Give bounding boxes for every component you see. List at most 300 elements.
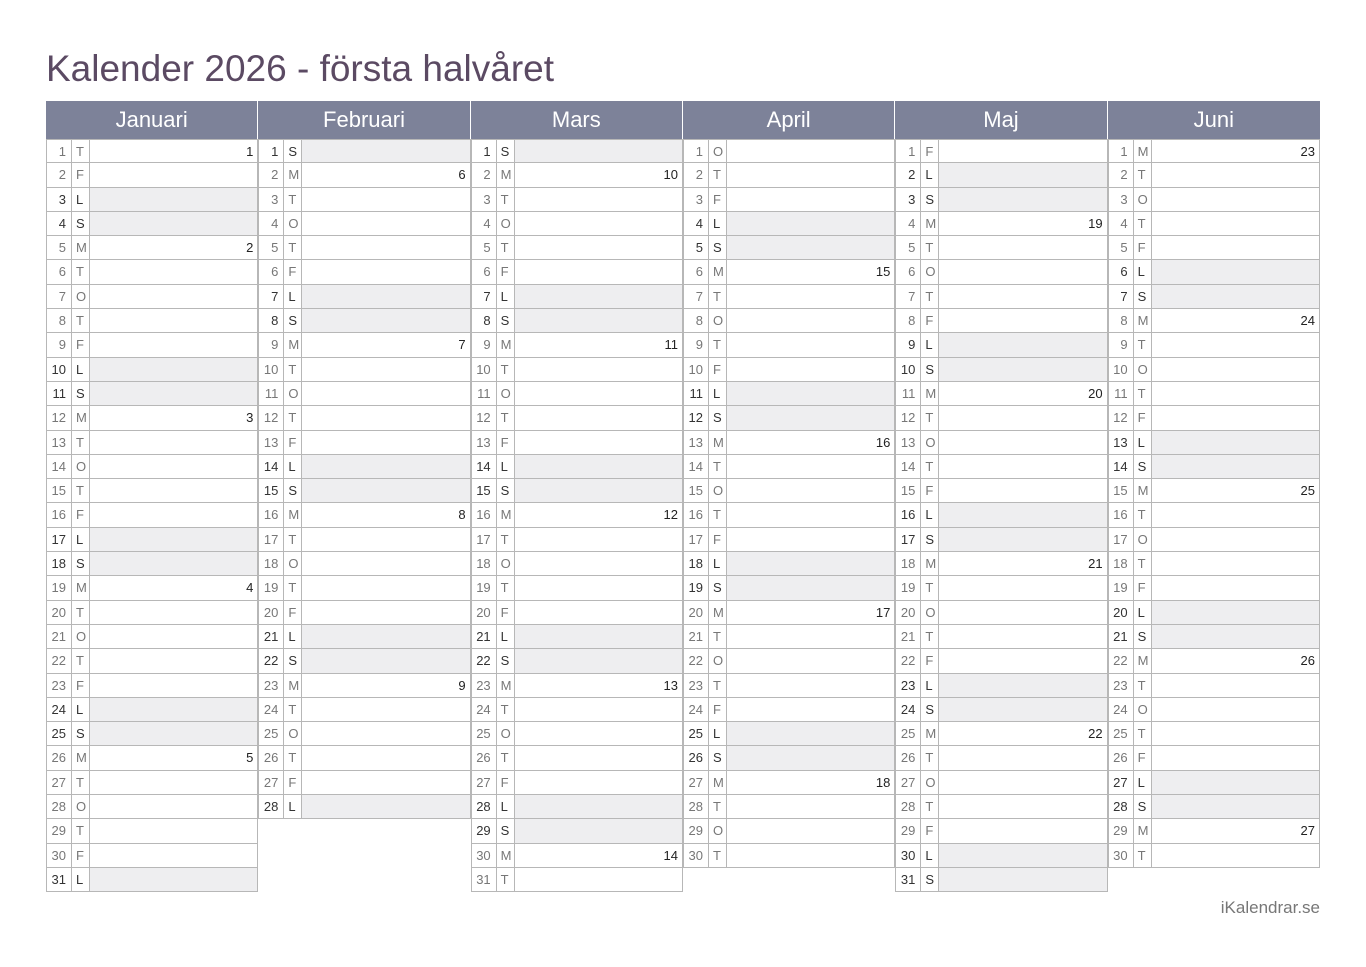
day-note-cell[interactable] xyxy=(515,358,682,381)
day-row[interactable] xyxy=(258,455,470,479)
day-row[interactable] xyxy=(1108,552,1320,576)
day-row[interactable] xyxy=(895,455,1107,479)
day-note-cell[interactable] xyxy=(1152,163,1319,186)
day-row[interactable] xyxy=(895,309,1107,333)
day-note-cell[interactable] xyxy=(302,212,469,235)
day-row[interactable] xyxy=(46,382,258,406)
day-note-cell[interactable] xyxy=(939,285,1106,308)
day-row[interactable] xyxy=(895,333,1107,357)
day-note-cell[interactable] xyxy=(515,333,682,356)
day-row[interactable] xyxy=(895,552,1107,576)
day-note-cell[interactable] xyxy=(727,163,894,186)
day-row[interactable] xyxy=(895,674,1107,698)
day-note-cell[interactable] xyxy=(1152,698,1319,721)
day-note-cell[interactable] xyxy=(1152,212,1319,235)
day-row[interactable] xyxy=(683,552,895,576)
day-note-cell[interactable] xyxy=(727,722,894,745)
day-note-cell[interactable] xyxy=(1152,844,1319,867)
day-note-cell[interactable] xyxy=(727,309,894,332)
day-note-cell[interactable] xyxy=(90,455,257,478)
day-note-cell[interactable] xyxy=(939,140,1106,162)
day-row[interactable] xyxy=(1108,649,1320,673)
day-note-cell[interactable] xyxy=(515,552,682,575)
day-row[interactable] xyxy=(683,601,895,625)
day-note-cell[interactable] xyxy=(302,576,469,599)
day-note-cell[interactable] xyxy=(1152,431,1319,454)
day-row[interactable] xyxy=(46,503,258,527)
day-note-cell[interactable] xyxy=(1152,625,1319,648)
day-row[interactable] xyxy=(1108,576,1320,600)
day-row[interactable] xyxy=(258,382,470,406)
day-note-cell[interactable] xyxy=(302,528,469,551)
day-note-cell[interactable] xyxy=(727,552,894,575)
day-note-cell[interactable] xyxy=(939,844,1106,867)
day-row[interactable] xyxy=(471,431,683,455)
day-row[interactable] xyxy=(258,746,470,770)
day-note-cell[interactable] xyxy=(302,285,469,308)
day-note-cell[interactable] xyxy=(939,163,1106,186)
day-note-cell[interactable] xyxy=(1152,260,1319,283)
day-note-cell[interactable] xyxy=(939,479,1106,502)
day-note-cell[interactable] xyxy=(939,649,1106,672)
day-row[interactable] xyxy=(1108,309,1320,333)
day-note-cell[interactable] xyxy=(515,431,682,454)
day-note-cell[interactable] xyxy=(939,503,1106,526)
day-note-cell[interactable] xyxy=(939,528,1106,551)
day-note-cell[interactable] xyxy=(1152,333,1319,356)
day-row[interactable] xyxy=(46,746,258,770)
day-row[interactable] xyxy=(471,212,683,236)
day-row[interactable] xyxy=(46,309,258,333)
day-row[interactable] xyxy=(895,771,1107,795)
day-note-cell[interactable] xyxy=(90,576,257,599)
day-row[interactable] xyxy=(1108,139,1320,163)
day-row[interactable] xyxy=(683,698,895,722)
day-note-cell[interactable] xyxy=(515,625,682,648)
day-note-cell[interactable] xyxy=(302,431,469,454)
day-note-cell[interactable] xyxy=(727,576,894,599)
day-note-cell[interactable] xyxy=(302,552,469,575)
day-row[interactable] xyxy=(258,649,470,673)
day-row[interactable] xyxy=(895,188,1107,212)
day-row[interactable] xyxy=(1108,406,1320,430)
day-row[interactable] xyxy=(895,795,1107,819)
day-row[interactable] xyxy=(1108,163,1320,187)
day-row[interactable] xyxy=(1108,528,1320,552)
day-row[interactable] xyxy=(258,431,470,455)
day-row[interactable] xyxy=(46,576,258,600)
day-note-cell[interactable] xyxy=(727,455,894,478)
day-row[interactable] xyxy=(258,795,470,819)
day-row[interactable] xyxy=(683,382,895,406)
day-row[interactable] xyxy=(471,649,683,673)
day-note-cell[interactable] xyxy=(727,479,894,502)
day-row[interactable] xyxy=(471,479,683,503)
day-note-cell[interactable] xyxy=(90,625,257,648)
day-row[interactable] xyxy=(46,649,258,673)
day-note-cell[interactable] xyxy=(90,406,257,429)
day-note-cell[interactable] xyxy=(1152,771,1319,794)
day-note-cell[interactable] xyxy=(939,868,1106,891)
day-row[interactable] xyxy=(46,844,258,868)
day-row[interactable] xyxy=(258,698,470,722)
day-row[interactable] xyxy=(1108,236,1320,260)
day-note-cell[interactable] xyxy=(939,431,1106,454)
day-note-cell[interactable] xyxy=(90,844,257,867)
day-note-cell[interactable] xyxy=(302,188,469,211)
day-note-cell[interactable] xyxy=(90,552,257,575)
day-row[interactable] xyxy=(471,139,683,163)
day-row[interactable] xyxy=(471,698,683,722)
day-note-cell[interactable] xyxy=(1152,722,1319,745)
day-note-cell[interactable] xyxy=(90,868,257,891)
day-note-cell[interactable] xyxy=(515,140,682,162)
day-row[interactable] xyxy=(258,479,470,503)
day-row[interactable] xyxy=(895,601,1107,625)
day-row[interactable] xyxy=(895,163,1107,187)
day-row[interactable] xyxy=(258,674,470,698)
day-row[interactable] xyxy=(46,406,258,430)
day-row[interactable] xyxy=(1108,455,1320,479)
day-note-cell[interactable] xyxy=(90,140,257,162)
day-note-cell[interactable] xyxy=(515,212,682,235)
day-note-cell[interactable] xyxy=(515,649,682,672)
day-row[interactable] xyxy=(258,406,470,430)
day-row[interactable] xyxy=(683,479,895,503)
day-note-cell[interactable] xyxy=(90,746,257,769)
day-row[interactable] xyxy=(471,163,683,187)
day-row[interactable] xyxy=(895,528,1107,552)
day-row[interactable] xyxy=(1108,844,1320,868)
day-note-cell[interactable] xyxy=(90,431,257,454)
day-note-cell[interactable] xyxy=(1152,552,1319,575)
day-note-cell[interactable] xyxy=(939,771,1106,794)
day-row[interactable] xyxy=(46,795,258,819)
day-row[interactable] xyxy=(1108,212,1320,236)
day-row[interactable] xyxy=(258,309,470,333)
day-row[interactable] xyxy=(46,431,258,455)
day-row[interactable] xyxy=(258,528,470,552)
day-note-cell[interactable] xyxy=(302,674,469,697)
day-row[interactable] xyxy=(471,552,683,576)
day-note-cell[interactable] xyxy=(1152,795,1319,818)
day-note-cell[interactable] xyxy=(515,163,682,186)
day-note-cell[interactable] xyxy=(727,358,894,381)
day-row[interactable] xyxy=(258,188,470,212)
day-note-cell[interactable] xyxy=(90,795,257,818)
day-row[interactable] xyxy=(683,674,895,698)
day-note-cell[interactable] xyxy=(90,163,257,186)
day-row[interactable] xyxy=(46,771,258,795)
day-row[interactable] xyxy=(1108,722,1320,746)
day-note-cell[interactable] xyxy=(939,212,1106,235)
day-note-cell[interactable] xyxy=(515,188,682,211)
day-note-cell[interactable] xyxy=(515,844,682,867)
day-note-cell[interactable] xyxy=(515,382,682,405)
day-row[interactable] xyxy=(1108,601,1320,625)
day-row[interactable] xyxy=(683,236,895,260)
day-note-cell[interactable] xyxy=(727,746,894,769)
day-note-cell[interactable] xyxy=(727,333,894,356)
day-row[interactable] xyxy=(1108,503,1320,527)
day-row[interactable] xyxy=(258,358,470,382)
day-note-cell[interactable] xyxy=(515,260,682,283)
day-row[interactable] xyxy=(471,844,683,868)
day-note-cell[interactable] xyxy=(1152,188,1319,211)
day-row[interactable] xyxy=(683,358,895,382)
day-note-cell[interactable] xyxy=(90,601,257,624)
day-row[interactable] xyxy=(895,503,1107,527)
day-note-cell[interactable] xyxy=(727,285,894,308)
day-row[interactable] xyxy=(471,455,683,479)
day-note-cell[interactable] xyxy=(515,236,682,259)
day-row[interactable] xyxy=(683,771,895,795)
day-row[interactable] xyxy=(471,528,683,552)
day-row[interactable] xyxy=(895,406,1107,430)
day-note-cell[interactable] xyxy=(90,649,257,672)
day-row[interactable] xyxy=(471,771,683,795)
day-row[interactable] xyxy=(258,163,470,187)
day-row[interactable] xyxy=(46,601,258,625)
day-row[interactable] xyxy=(1108,358,1320,382)
day-note-cell[interactable] xyxy=(515,771,682,794)
day-note-cell[interactable] xyxy=(515,674,682,697)
day-row[interactable] xyxy=(895,358,1107,382)
day-note-cell[interactable] xyxy=(90,333,257,356)
day-row[interactable] xyxy=(683,649,895,673)
day-row[interactable] xyxy=(683,188,895,212)
day-row[interactable] xyxy=(471,601,683,625)
day-row[interactable] xyxy=(471,382,683,406)
day-note-cell[interactable] xyxy=(939,455,1106,478)
day-note-cell[interactable] xyxy=(939,625,1106,648)
day-row[interactable] xyxy=(895,431,1107,455)
day-note-cell[interactable] xyxy=(727,649,894,672)
day-note-cell[interactable] xyxy=(939,260,1106,283)
day-row[interactable] xyxy=(258,576,470,600)
day-note-cell[interactable] xyxy=(1152,819,1319,842)
day-note-cell[interactable] xyxy=(90,674,257,697)
day-note-cell[interactable] xyxy=(90,698,257,721)
day-note-cell[interactable] xyxy=(1152,358,1319,381)
day-note-cell[interactable] xyxy=(939,795,1106,818)
day-row[interactable] xyxy=(1108,333,1320,357)
day-note-cell[interactable] xyxy=(515,455,682,478)
day-row[interactable] xyxy=(895,746,1107,770)
day-note-cell[interactable] xyxy=(727,819,894,842)
day-row[interactable] xyxy=(1108,260,1320,284)
day-row[interactable] xyxy=(895,212,1107,236)
day-row[interactable] xyxy=(46,819,258,843)
day-note-cell[interactable] xyxy=(939,746,1106,769)
day-row[interactable] xyxy=(895,819,1107,843)
day-row[interactable] xyxy=(46,698,258,722)
day-row[interactable] xyxy=(471,503,683,527)
footer-brand[interactable]: iKalendrar.se xyxy=(1220,898,1320,917)
day-note-cell[interactable] xyxy=(90,358,257,381)
day-row[interactable] xyxy=(258,625,470,649)
day-note-cell[interactable] xyxy=(939,722,1106,745)
day-row[interactable] xyxy=(1108,188,1320,212)
day-note-cell[interactable] xyxy=(727,431,894,454)
day-note-cell[interactable] xyxy=(1152,479,1319,502)
day-note-cell[interactable] xyxy=(1152,285,1319,308)
day-row[interactable] xyxy=(683,625,895,649)
day-row[interactable] xyxy=(683,333,895,357)
day-row[interactable] xyxy=(46,479,258,503)
day-note-cell[interactable] xyxy=(939,382,1106,405)
day-note-cell[interactable] xyxy=(939,236,1106,259)
day-row[interactable] xyxy=(258,333,470,357)
day-note-cell[interactable] xyxy=(302,309,469,332)
day-row[interactable] xyxy=(258,503,470,527)
day-row[interactable] xyxy=(1108,382,1320,406)
day-note-cell[interactable] xyxy=(727,212,894,235)
day-row[interactable] xyxy=(471,674,683,698)
day-note-cell[interactable] xyxy=(90,503,257,526)
day-note-cell[interactable] xyxy=(302,406,469,429)
day-row[interactable] xyxy=(471,260,683,284)
day-row[interactable] xyxy=(1108,674,1320,698)
day-row[interactable] xyxy=(471,819,683,843)
day-note-cell[interactable] xyxy=(90,236,257,259)
day-note-cell[interactable] xyxy=(515,285,682,308)
day-row[interactable] xyxy=(1108,698,1320,722)
day-note-cell[interactable] xyxy=(515,576,682,599)
day-note-cell[interactable] xyxy=(302,382,469,405)
day-note-cell[interactable] xyxy=(1152,406,1319,429)
day-row[interactable] xyxy=(895,236,1107,260)
day-row[interactable] xyxy=(895,260,1107,284)
day-row[interactable] xyxy=(471,236,683,260)
day-row[interactable] xyxy=(895,649,1107,673)
day-note-cell[interactable] xyxy=(727,236,894,259)
day-note-cell[interactable] xyxy=(302,333,469,356)
day-row[interactable] xyxy=(46,455,258,479)
day-note-cell[interactable] xyxy=(302,455,469,478)
day-row[interactable] xyxy=(258,552,470,576)
day-row[interactable] xyxy=(46,333,258,357)
day-note-cell[interactable] xyxy=(90,212,257,235)
day-note-cell[interactable] xyxy=(302,503,469,526)
day-row[interactable] xyxy=(471,309,683,333)
day-note-cell[interactable] xyxy=(727,406,894,429)
day-note-cell[interactable] xyxy=(90,260,257,283)
day-note-cell[interactable] xyxy=(1152,601,1319,624)
day-row[interactable] xyxy=(683,528,895,552)
day-row[interactable] xyxy=(895,698,1107,722)
day-note-cell[interactable] xyxy=(302,722,469,745)
day-note-cell[interactable] xyxy=(515,528,682,551)
day-row[interactable] xyxy=(46,528,258,552)
day-note-cell[interactable] xyxy=(1152,576,1319,599)
day-note-cell[interactable] xyxy=(939,819,1106,842)
day-note-cell[interactable] xyxy=(515,503,682,526)
day-row[interactable] xyxy=(683,722,895,746)
day-row[interactable] xyxy=(683,503,895,527)
day-row[interactable] xyxy=(46,260,258,284)
day-row[interactable] xyxy=(683,285,895,309)
day-row[interactable] xyxy=(1108,795,1320,819)
day-note-cell[interactable] xyxy=(1152,528,1319,551)
day-row[interactable] xyxy=(46,358,258,382)
day-row[interactable] xyxy=(683,406,895,430)
day-row[interactable] xyxy=(895,625,1107,649)
day-note-cell[interactable] xyxy=(90,188,257,211)
day-row[interactable] xyxy=(895,868,1107,892)
day-note-cell[interactable] xyxy=(302,479,469,502)
day-row[interactable] xyxy=(258,285,470,309)
day-note-cell[interactable] xyxy=(727,674,894,697)
day-row[interactable] xyxy=(471,576,683,600)
day-note-cell[interactable] xyxy=(939,601,1106,624)
day-row[interactable] xyxy=(471,358,683,382)
day-note-cell[interactable] xyxy=(302,140,469,162)
day-row[interactable] xyxy=(258,139,470,163)
day-note-cell[interactable] xyxy=(1152,382,1319,405)
day-note-cell[interactable] xyxy=(727,844,894,867)
day-note-cell[interactable] xyxy=(515,406,682,429)
day-note-cell[interactable] xyxy=(302,771,469,794)
day-row[interactable] xyxy=(258,236,470,260)
day-row[interactable] xyxy=(683,139,895,163)
day-row[interactable] xyxy=(683,455,895,479)
day-note-cell[interactable] xyxy=(939,576,1106,599)
day-row[interactable] xyxy=(895,576,1107,600)
day-note-cell[interactable] xyxy=(1152,649,1319,672)
day-note-cell[interactable] xyxy=(90,722,257,745)
day-note-cell[interactable] xyxy=(939,552,1106,575)
day-note-cell[interactable] xyxy=(302,795,469,818)
day-note-cell[interactable] xyxy=(515,698,682,721)
day-row[interactable] xyxy=(46,674,258,698)
day-row[interactable] xyxy=(46,625,258,649)
day-note-cell[interactable] xyxy=(939,406,1106,429)
day-row[interactable] xyxy=(258,601,470,625)
day-row[interactable] xyxy=(683,844,895,868)
day-note-cell[interactable] xyxy=(727,625,894,648)
day-note-cell[interactable] xyxy=(727,140,894,162)
day-note-cell[interactable] xyxy=(515,746,682,769)
day-note-cell[interactable] xyxy=(727,528,894,551)
day-note-cell[interactable] xyxy=(727,260,894,283)
day-row[interactable] xyxy=(1108,819,1320,843)
day-row[interactable] xyxy=(471,868,683,892)
day-row[interactable] xyxy=(683,576,895,600)
day-note-cell[interactable] xyxy=(727,771,894,794)
day-note-cell[interactable] xyxy=(90,528,257,551)
day-row[interactable] xyxy=(46,552,258,576)
day-note-cell[interactable] xyxy=(939,358,1106,381)
day-row[interactable] xyxy=(683,795,895,819)
day-note-cell[interactable] xyxy=(1152,140,1319,162)
day-row[interactable] xyxy=(1108,771,1320,795)
day-row[interactable] xyxy=(46,722,258,746)
day-note-cell[interactable] xyxy=(515,722,682,745)
day-note-cell[interactable] xyxy=(302,625,469,648)
day-row[interactable] xyxy=(683,163,895,187)
day-note-cell[interactable] xyxy=(515,309,682,332)
day-row[interactable] xyxy=(471,333,683,357)
day-row[interactable] xyxy=(683,819,895,843)
day-note-cell[interactable] xyxy=(939,674,1106,697)
day-row[interactable] xyxy=(895,285,1107,309)
day-note-cell[interactable] xyxy=(90,479,257,502)
day-row[interactable] xyxy=(46,868,258,892)
day-row[interactable] xyxy=(46,163,258,187)
day-row[interactable] xyxy=(471,188,683,212)
day-note-cell[interactable] xyxy=(515,479,682,502)
